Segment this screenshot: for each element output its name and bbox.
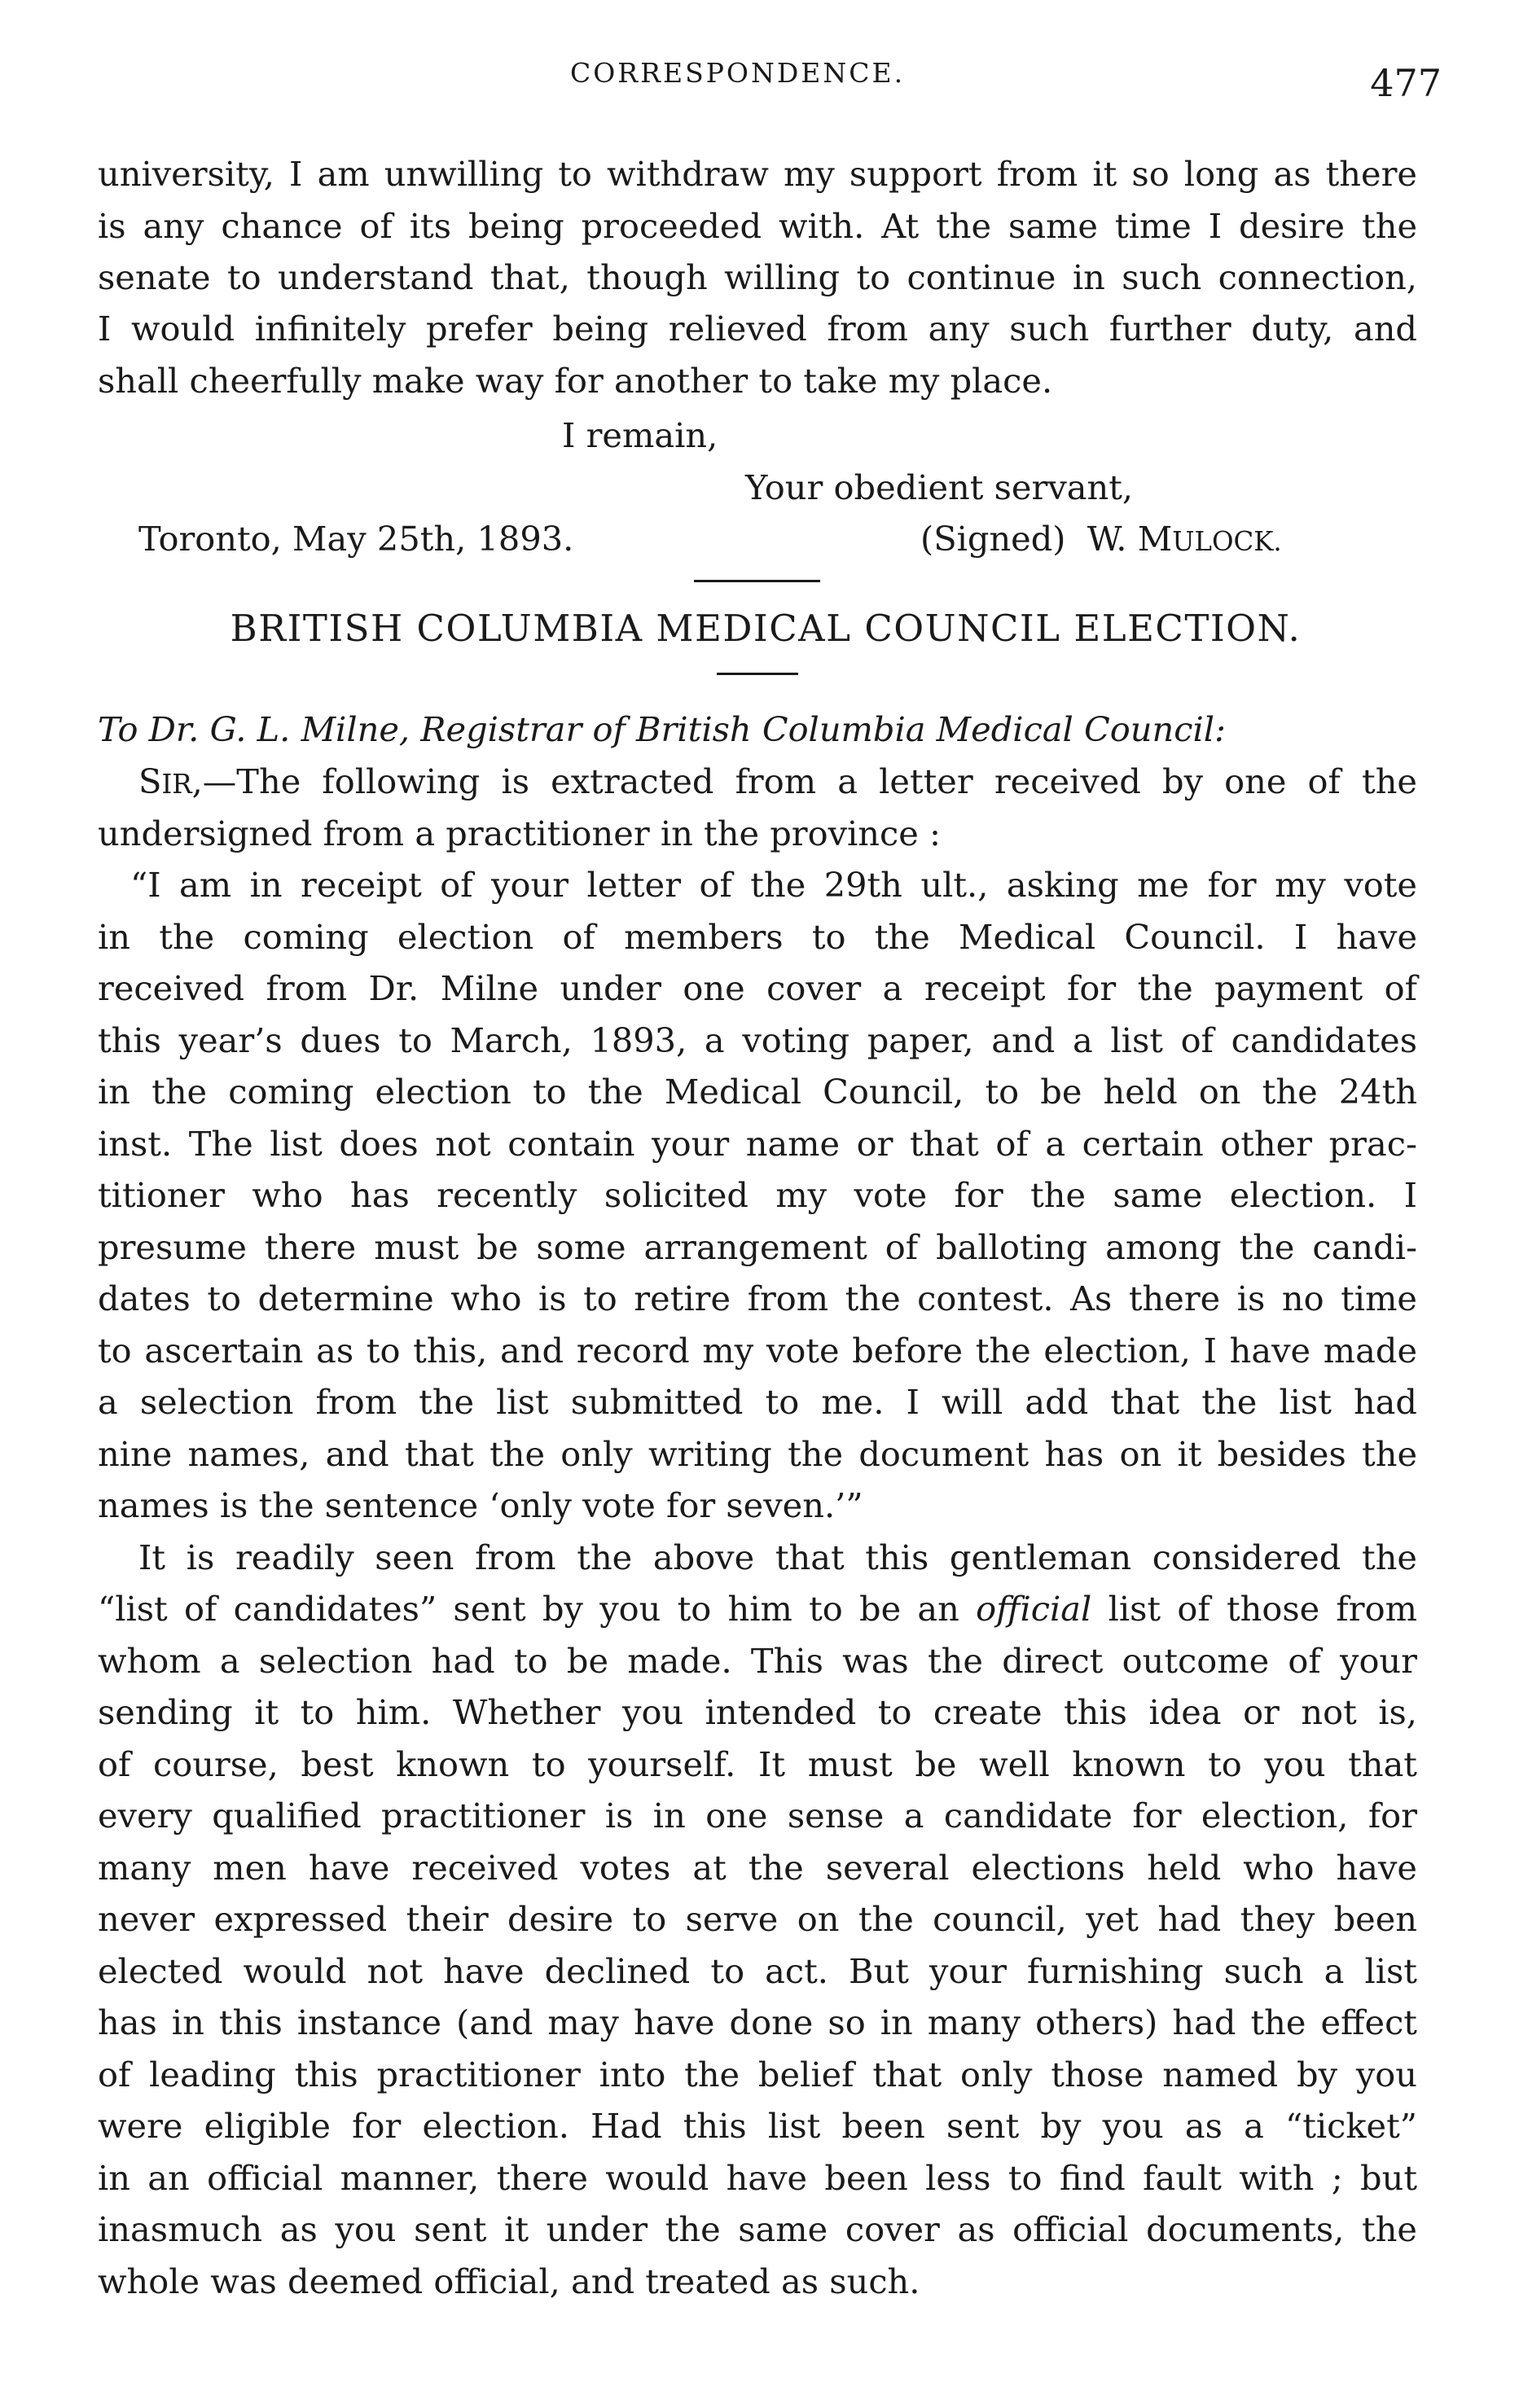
salutation-rest: ,—The following is extracted from a letter received by one of the bbox=[191, 761, 1417, 801]
salutation-line bbox=[138, 761, 1417, 801]
text-line: inasmuch as you sent it under the same cover as official documents, the bbox=[98, 2209, 1417, 2249]
text-line: never expressed their desire to serve on the council, yet had they been bbox=[98, 1899, 1417, 1939]
text-line: has in this instance (and may have done so in many others) had the effect bbox=[98, 2002, 1417, 2042]
text-line: titioner who has recently solicited my vote for the same election. I bbox=[98, 1175, 1417, 1215]
text-line: whom a selection had to be made. This was the direct outcome of your bbox=[98, 1641, 1417, 1681]
text-line: of leading this practitioner into the belief that only those named by you bbox=[98, 2055, 1417, 2094]
text-line: shall cheerfully make way for another to take my place. bbox=[98, 361, 1053, 401]
text-line: senate to understand that, though willing to continue in such connection, bbox=[98, 257, 1417, 297]
text-segment: list of those from bbox=[1108, 1589, 1417, 1629]
text-line: many men have received votes at the several elections held who have bbox=[98, 1848, 1417, 1888]
signature bbox=[920, 519, 1282, 559]
signature-initial: W. M bbox=[1087, 519, 1173, 559]
text-line: names is the sentence ‘only vote for seven.’” bbox=[98, 1485, 863, 1525]
text-line: in the coming election to the Medical Council, to be held on the 24th bbox=[98, 1072, 1417, 1112]
text-line: whole was deemed official, and treated as such. bbox=[98, 2261, 920, 2301]
text-line: inst. The list does not contain your name or that of a certain other prac- bbox=[98, 1124, 1417, 1164]
salutation-small: IR bbox=[161, 769, 192, 800]
page-number: 477 bbox=[1370, 61, 1442, 105]
section-divider bbox=[694, 580, 820, 582]
text-line: “I am in receipt of your letter of the 29th ult., asking me for my vote bbox=[130, 865, 1417, 905]
text-line: is any chance of its being proceeded with. At the same time I desire the bbox=[98, 206, 1417, 246]
title-divider bbox=[717, 673, 798, 675]
italic-word: official bbox=[976, 1589, 1092, 1629]
running-title: CORRESPONDENCE. bbox=[570, 57, 906, 89]
salutation-cap: S bbox=[138, 761, 162, 801]
signed-label: (Signed) bbox=[920, 519, 1066, 559]
text-line: undersigned from a practitioner in the province : bbox=[98, 814, 942, 853]
text-line: sending it to him. Whether you intended to create this idea or not is, bbox=[98, 1692, 1417, 1732]
signature-rest: ULOCK. bbox=[1172, 526, 1282, 557]
text-line: It is readily seen from the above that this gentleman considered the bbox=[138, 1537, 1417, 1577]
text-line-with-italic bbox=[98, 1589, 1417, 1629]
text-line: elected would not have declined to act. But your furnishing such a list bbox=[98, 1951, 1417, 1991]
text-line: presume there must be some arrangement of balloting among the candi- bbox=[98, 1227, 1417, 1267]
text-line: nine names, and that the only writing the document has on it besides the bbox=[98, 1434, 1417, 1474]
text-line: were eligible for election. Had this list been sent by you as a “ticket” bbox=[98, 2106, 1417, 2146]
letter-address: To Dr. G. L. Milne, Registrar of British Columbia Medical Council: bbox=[98, 709, 1226, 749]
text-line: to ascertain as to this, and record my vote before the election, I have made bbox=[98, 1331, 1417, 1371]
text-line: university, I am unwilling to withdraw my support from it so long as there bbox=[98, 154, 1417, 194]
text-line: every qualified practitioner is in one sense a candidate for election, for bbox=[98, 1796, 1417, 1836]
letter-closing-servant: Your obedient servant, bbox=[745, 467, 1134, 507]
place-date: Toronto, May 25th, 1893. bbox=[138, 519, 574, 559]
section-title: BRITISH COLUMBIA MEDICAL COUNCIL ELECTION. bbox=[230, 607, 1302, 650]
text-line: in the coming election of members to the Medical Council. I have bbox=[98, 917, 1417, 957]
text-segment: “list of candidates” sent by you to him to be an bbox=[98, 1589, 959, 1629]
text-line: this year’s dues to March, 1893, a voting paper, and a list of candidates bbox=[98, 1020, 1417, 1060]
text-line: a selection from the list submitted to me. I will add that the list had bbox=[98, 1382, 1417, 1422]
letter-closing: I remain, bbox=[562, 415, 718, 455]
text-line: in an official manner, there would have been less to find fault with ; but bbox=[98, 2158, 1417, 2198]
text-line: I would infinitely prefer being relieved from any such further duty, and bbox=[98, 309, 1417, 349]
text-line: received from Dr. Milne under one cover a receipt for the payment of bbox=[98, 968, 1417, 1008]
text-line: dates to determine who is to retire from the contest. As there is no time bbox=[98, 1279, 1417, 1318]
text-line: of course, best known to yourself. It must be well known to you that bbox=[98, 1744, 1417, 1784]
